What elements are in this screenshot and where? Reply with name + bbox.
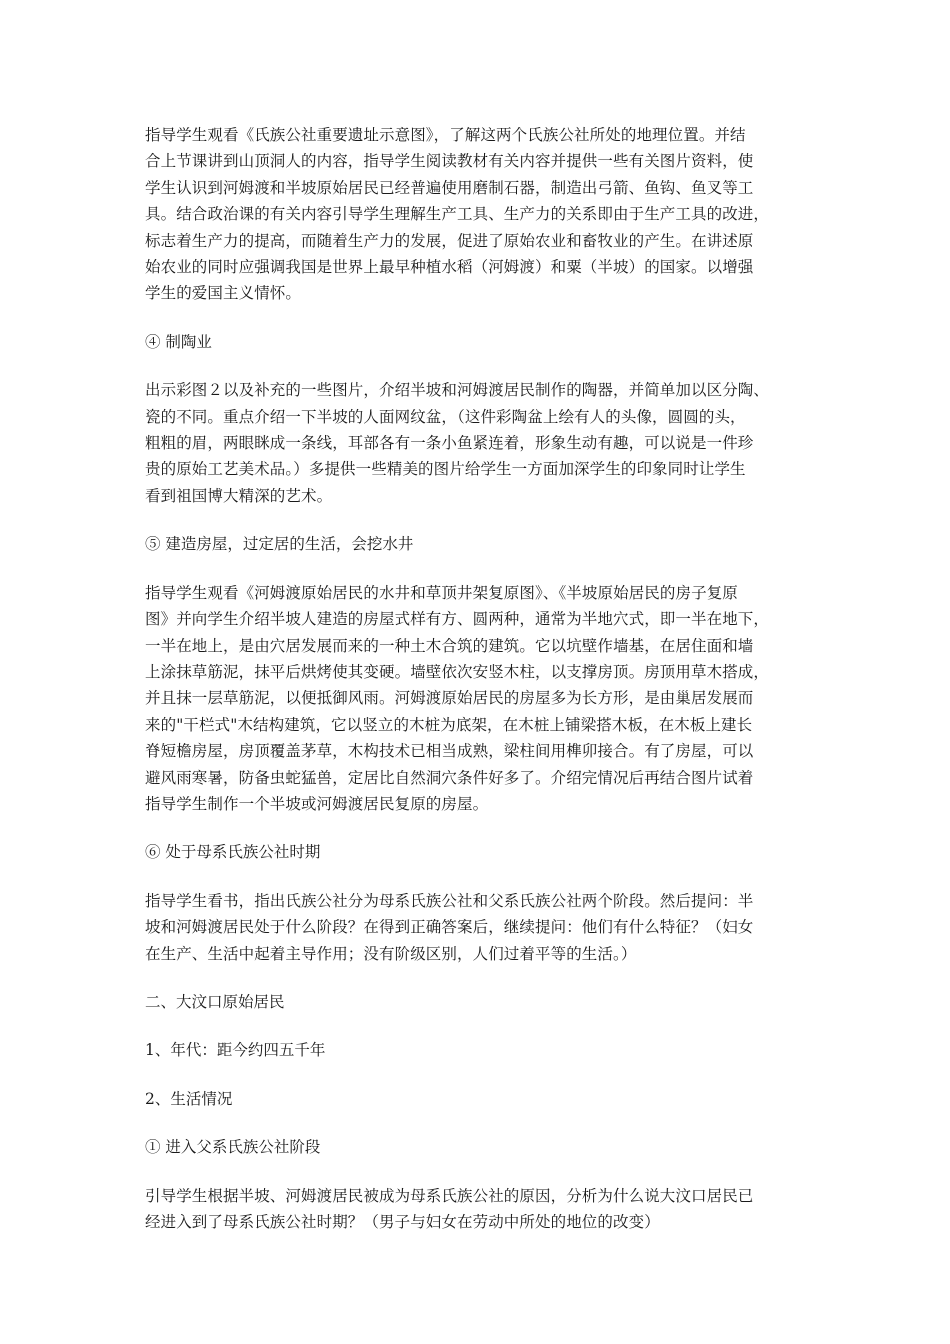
- text-line: 标志着生产力的提高，而随着生产力的发展，促进了原始农业和畜牧业的产生。在讲述原: [145, 231, 754, 250]
- heading-age: 1、年代：距今约四五千年: [145, 1041, 326, 1060]
- heading-matrilineal: ⑥ 处于母系氏族公社时期: [145, 843, 321, 862]
- text-line: 学生认识到河姆渡和半坡原始居民已经普遍使用磨制石器，制造出弓箭、鱼钩、鱼叉等工: [145, 178, 754, 197]
- text-line: 指导学生看书，指出氏族公社分为母系氏族公社和父系氏族公社两个阶段。然后提问：半: [145, 891, 754, 910]
- paragraph-housing: [145, 580, 815, 818]
- document-page: [145, 122, 815, 1257]
- text-line: 学生的爱国主义情怀。: [145, 284, 302, 303]
- text-line: 图》并向学生介绍半坡人建造的房屋式样有方、圆两种，通常为半地穴式，即一半在地下，: [145, 610, 770, 629]
- text-line: 引导学生根据半坡、河姆渡居民被成为母系氏族公社的原因，分析为什么说大汶口居民已: [145, 1186, 754, 1205]
- text-line: 并且抹一层草筋泥，以便抵御风雨。河姆渡原始居民的房屋多为长方形，是由巢居发展而: [145, 689, 754, 708]
- paragraph-pottery: [145, 377, 815, 509]
- text-line: 贵的原始工艺美术品。）多提供一些精美的图片给学生一方面加深学生的印象同时让学生: [145, 460, 746, 479]
- heading-pottery: ④ 制陶业: [145, 332, 212, 351]
- text-line: 在生产、生活中起着主导作用；没有阶级区别，人们过着平等的生活。）: [145, 944, 637, 963]
- text-line: 合上节课讲到山顶洞人的内容，指导学生阅读教材有关内容并提供一些有关图片资料，使: [145, 152, 754, 171]
- text-line: 上涂抹草筋泥，抹平后烘烤使其变硬。墙壁依次安竖木柱，以支撑房顶。房顶用草木搭成，: [145, 662, 770, 681]
- heading-dawenkou: 二、大汶口原始居民: [145, 992, 285, 1011]
- text-line: 避风雨寒暑，防备虫蛇猛兽，定居比自然洞穴条件好多了。介绍完情况后再结合图片试着: [145, 768, 754, 787]
- paragraph-patrilineal: [145, 1183, 815, 1236]
- text-line: 粗粗的眉，两眼眯成一条线，耳部各有一条小鱼紧连着，形象生动有趣，可以说是一件珍: [145, 434, 754, 453]
- text-line: 始农业的同时应强调我国是世界上最早种植水稻（河姆渡）和粟（半坡）的国家。以增强: [145, 258, 754, 277]
- text-line: 坡和河姆渡居民处于什么阶段？在得到正确答案后，继续提问：他们有什么特征？（妇女: [145, 918, 754, 937]
- paragraph-site-map: [145, 122, 815, 307]
- text-line: 经进入到了母系氏族公社时期？（男子与妇女在劳动中所处的地位的改变）: [145, 1213, 660, 1231]
- text-line: 瓷的不同。重点介绍一下半坡的人面网纹盆，（这件彩陶盆上绘有人的头像，圆圆的头，: [145, 407, 746, 426]
- text-line: 一半在地上，是由穴居发展而来的一种土木合筑的建筑。它以坑壁作墙基，在居住面和墙: [145, 636, 754, 655]
- text-line: 具。结合政治课的有关内容引导学生理解生产工具、生产力的关系即由于生产工具的改进，: [145, 205, 770, 224]
- text-line: 指导学生制作一个半坡或河姆渡居民复原的房屋。: [145, 794, 489, 813]
- text-line: 来的"干栏式"木结构建筑，它以竖立的木桩为底架，在木桩上铺梁搭木板，在木板上建长: [145, 715, 753, 734]
- text-line: 指导学生观看《氏族公社重要遗址示意图》，了解这两个氏族公社所处的地理位置。并结: [145, 126, 746, 144]
- text-line: 看到祖国博大精深的艺术。: [145, 486, 333, 505]
- heading-patrilineal: ① 进入父系氏族公社阶段: [145, 1138, 321, 1157]
- paragraph-matrilineal: [145, 888, 815, 967]
- text-line: 出示彩图２以及补充的一些图片，介绍半坡和河姆渡居民制作的陶器，并简单加以区分陶、: [145, 381, 770, 400]
- text-line: 脊短檐房屋，房顶覆盖茅草，木构技术已相当成熟，梁柱间用榫卯接合。有了房屋，可以: [145, 742, 754, 761]
- text-line: 指导学生观看《河姆渡原始居民的水井和草顶井架复原图》、《半坡原始居民的房子复原: [145, 583, 738, 602]
- heading-housing: ⑤ 建造房屋，过定居的生活，会挖水井: [145, 535, 414, 554]
- heading-life: 2、生活情况: [145, 1089, 233, 1108]
